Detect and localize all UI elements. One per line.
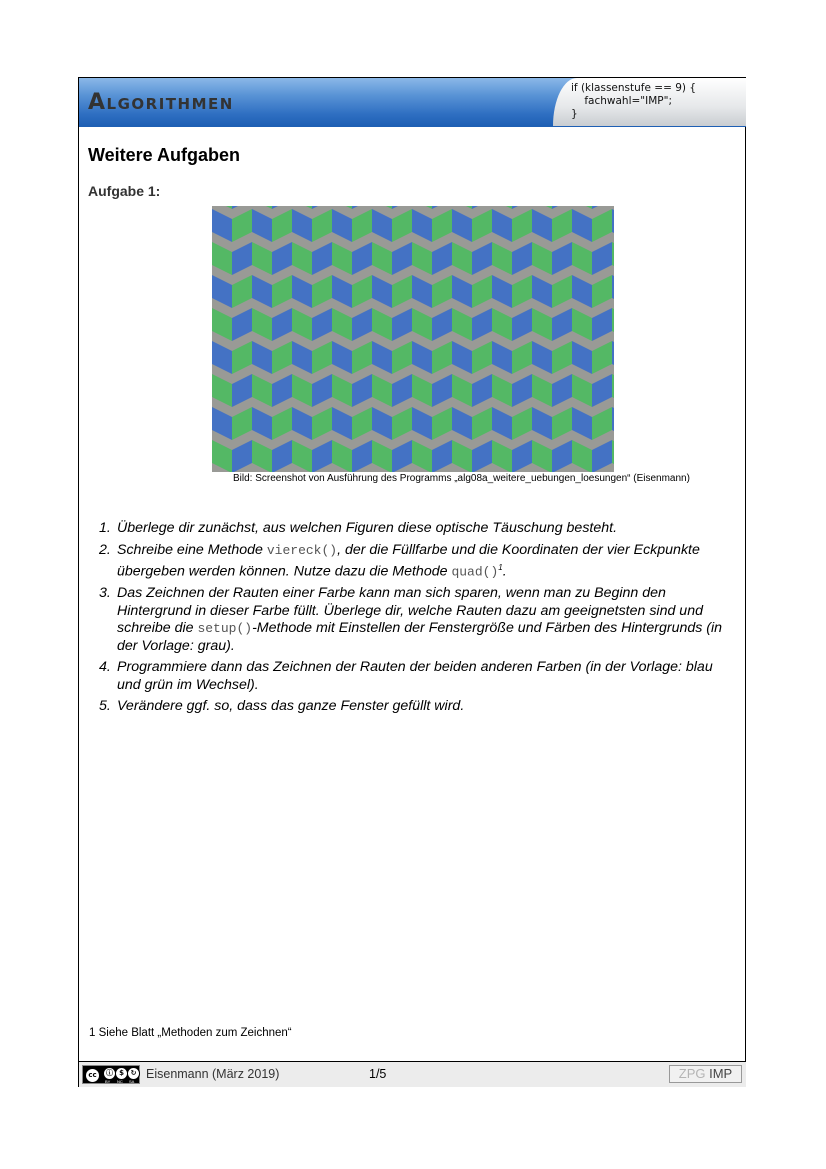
cc-icon: cc <box>85 1068 100 1083</box>
task-text: Das Zeichnen der Rauten einer Farbe kann man sich sparen, wenn man zu Beginn den Hintergrund in dieser Farbe füllt. Überlege dir, welche Rauten dazu am geeignetsten sind und schreibe die <box>117 585 703 637</box>
task-text: . <box>502 563 507 580</box>
brand-zpg: ZPG <box>678 1066 706 1081</box>
cc-license-badge[interactable] <box>82 1065 140 1084</box>
header-code-box <box>553 78 746 126</box>
header-title <box>88 90 234 115</box>
task-number: 4. <box>99 659 111 676</box>
brand-imp: IMP <box>709 1066 733 1081</box>
header-code-text <box>571 82 696 121</box>
footnote-ref: 1 <box>498 563 503 572</box>
task-label: Aufgabe 1: <box>88 183 161 199</box>
task-item <box>95 698 735 716</box>
by-label: BY <box>105 1079 111 1084</box>
task-item <box>95 542 735 582</box>
page-title: Weitere Aufgaben <box>88 145 241 165</box>
code-snippet: setup() <box>197 621 253 637</box>
footnote: 1 Siehe Blatt „Methoden zum Zeichnen“ <box>89 1027 292 1039</box>
nc-label: NC <box>117 1079 123 1084</box>
task-list <box>95 520 735 720</box>
header-divider <box>79 126 746 127</box>
figure-caption: Bild: Screenshot von Ausführung des Programms „alg08a_weitere_uebungen_loesungen“ (Eisenmann) <box>233 473 690 484</box>
nc-icon: $ <box>115 1067 128 1080</box>
task-text: Schreibe eine Methode <box>117 541 267 558</box>
code-line: fachwahl="IMP"; <box>571 95 672 107</box>
header-title-rest: LGORITHMEN <box>106 95 234 113</box>
by-icon: ⓘ <box>103 1067 116 1080</box>
task-number: 1. <box>99 520 111 536</box>
sa-label: SA <box>129 1079 135 1084</box>
code-line: if (klassenstufe == 9) { <box>571 82 697 94</box>
task-number: 5. <box>99 698 111 715</box>
task-item <box>95 585 735 655</box>
cube-illusion-figure <box>212 206 614 472</box>
task-text: Überlege dir zunächst, aus welchen Figuren diese optische Täuschung besteht. <box>117 520 618 536</box>
task-text: Verändere ggf. so, dass das ganze Fenster gefüllt wird. <box>117 698 465 715</box>
code-snippet: quad() <box>451 564 499 580</box>
task-item <box>95 659 735 694</box>
footer-author: Eisenmann (März 2019) <box>146 1067 280 1081</box>
code-line: } <box>571 108 578 120</box>
cube-pattern <box>212 206 614 472</box>
task-item <box>95 520 735 538</box>
header-banner <box>79 78 746 126</box>
zpg-imp-logo <box>669 1065 742 1083</box>
task-number: 2. <box>99 541 111 558</box>
code-snippet: viereck() <box>266 542 338 558</box>
header-title-initial: A <box>88 90 107 115</box>
page-number: 1/5 <box>369 1067 387 1081</box>
task-text: -Methode mit Einstellen der Fenstergröße und Färben des Hintergrunds (in der Vorlage: grau). <box>117 620 723 654</box>
sa-icon: ↻ <box>127 1067 140 1080</box>
footer <box>79 1061 746 1087</box>
task-text: Programmiere dann das Zeichnen der Rauten der beiden anderen Farben (in der Vorlage: blau und grün im Wechsel). <box>117 659 713 693</box>
task-number: 3. <box>99 585 111 602</box>
task-text: , der die Füllfarbe und die Koordinaten der vier Eckpunkte übergeben werden können. Nutze dazu die Methode <box>117 541 700 580</box>
